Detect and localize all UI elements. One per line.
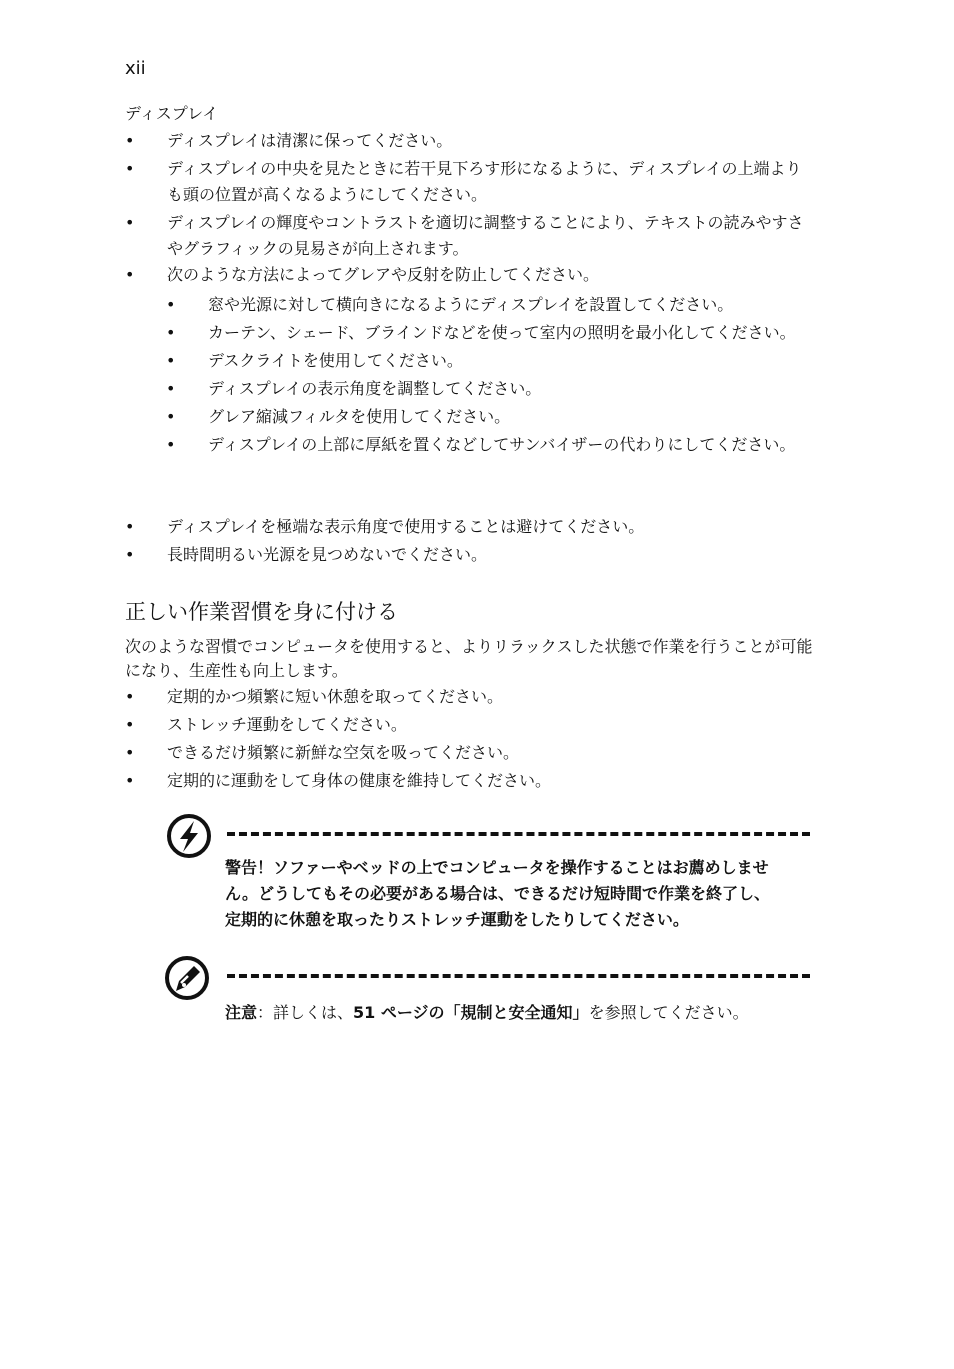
list-item: • ディスプレイの輝度やコントラストを適切に調整することにより、テキストの読みやすさやグラフィックの見易さが向上されます。 (125, 210, 815, 262)
warning-divider (227, 832, 810, 836)
note-separator: ：詳しくは、 (257, 1003, 354, 1022)
note-pen-icon (164, 955, 210, 1001)
note-divider (227, 974, 810, 978)
list-item: • 長時間明るい光源を見つめないでください。 (125, 542, 815, 568)
list-item: • ストレッチ運動をしてください。 (125, 712, 815, 738)
list-item: • 窓や光源に対して横向きになるようにディスプレイを設置してください。 (166, 292, 816, 318)
glare-sub-list (166, 292, 816, 458)
list-item: • グレア縮減フィルタを使用してください。 (166, 404, 816, 430)
list-item: • 定期的かつ頻繁に短い休憩を取ってください。 (125, 684, 815, 710)
list-item: • デスクライトを使用してください。 (166, 348, 816, 374)
note-label: 注意 (225, 1003, 258, 1022)
page-number: xii (125, 58, 146, 79)
note-text (225, 1000, 785, 1026)
list-item: • ディスプレイの表示角度を調整してください。 (166, 376, 816, 402)
warning-text: 警告！ソファーやベッドの上でコンピュータを操作することはお薦めしません。どうしてもその必要がある場合は、できるだけ短時間で作業を終了し、定期的に休憩を取ったりストレッチ運動をしたりしてください。 (225, 858, 770, 929)
list-item: • ディスプレイを極端な表示角度で使用することは避けてください。 (125, 514, 815, 540)
habits-list (125, 684, 815, 794)
display-list-continued (125, 514, 815, 568)
note-reference: 51 ページの「規制と安全通知」 (353, 1003, 589, 1022)
habits-intro: 次のような習慣でコンピュータを使用すると、よりリラックスした状態で作業を行うことが可能になり、生産性も向上します。 (125, 637, 813, 680)
list-item: • ディスプレイの上部に厚紙を置くなどしてサンバイザーの代わりにしてください。 (166, 432, 816, 458)
note-suffix: を参照してください。 (588, 1003, 749, 1022)
display-list (125, 128, 815, 288)
list-item: • カーテン、シェード、ブラインドなどを使って室内の照明を最小化してください。 (166, 320, 816, 346)
list-item: • ディスプレイの中央を見たときに若干見下ろす形になるように、ディスプレイの上端よりも頭の位置が高くなるようにしてください。 (125, 156, 815, 208)
warning-lightning-icon (166, 813, 212, 859)
list-item: • 次のような方法によってグレアや反射を防止してください。 (125, 262, 815, 288)
display-heading: ディスプレイ (125, 104, 219, 123)
section-title: 正しい作業習慣を身に付ける (125, 600, 398, 624)
list-item: • できるだけ頻繁に新鮮な空気を吸ってください。 (125, 740, 815, 766)
list-item: • ディスプレイは清潔に保ってください。 (125, 128, 815, 154)
list-item: • 定期的に運動をして身体の健康を維持してください。 (125, 768, 815, 794)
